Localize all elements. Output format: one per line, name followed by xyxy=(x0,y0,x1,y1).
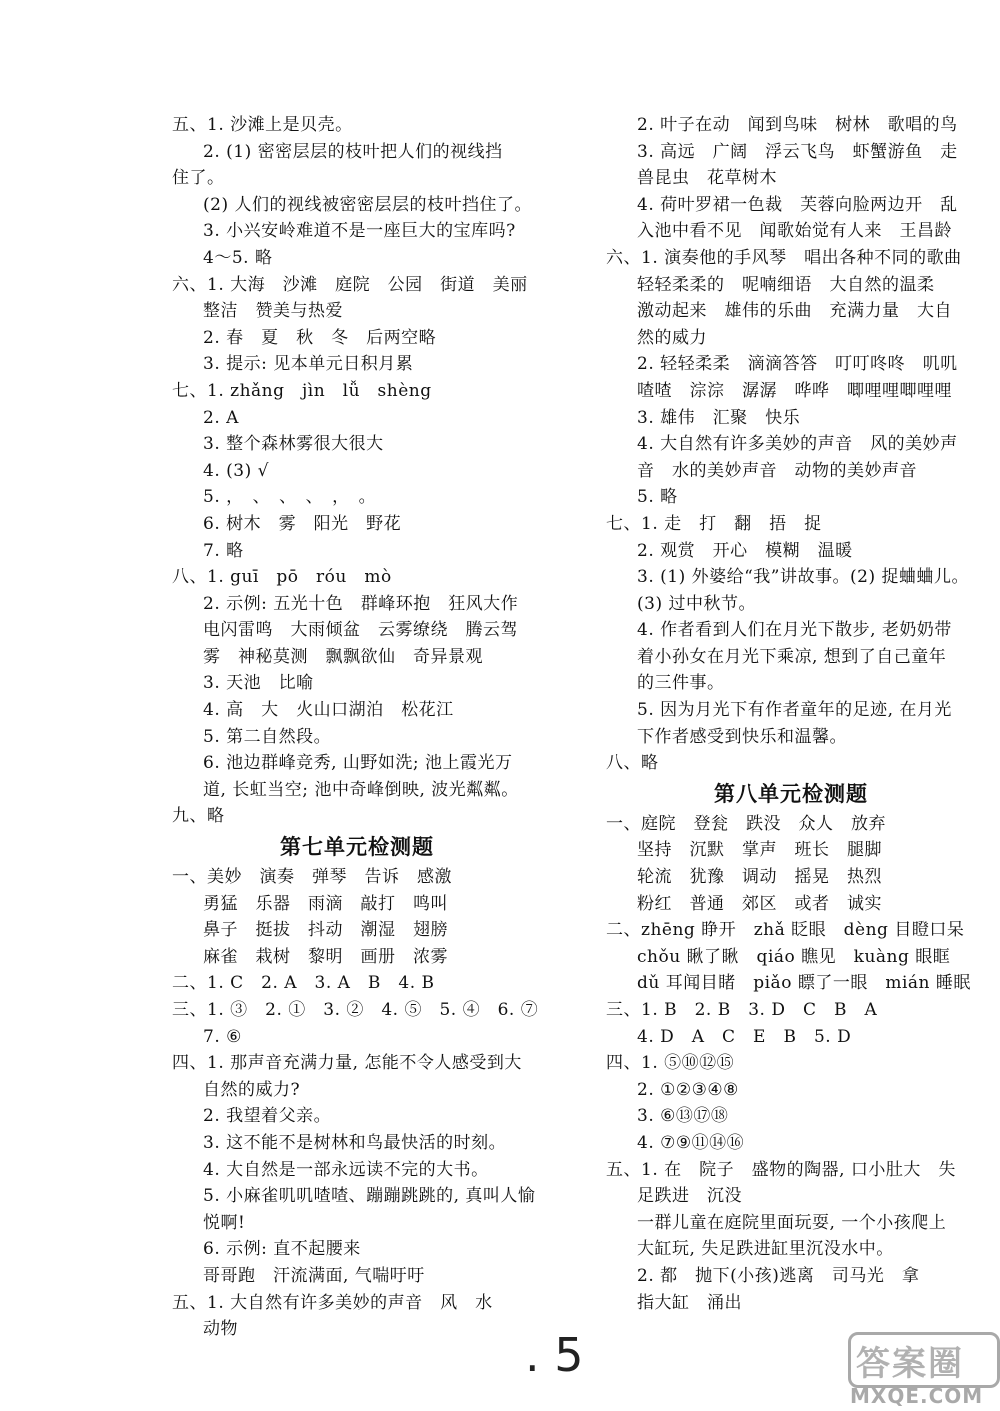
answer-line: 坚持 沉默 掌声 班长 腿脚 xyxy=(637,840,882,861)
answer-line: 自然的威力? xyxy=(203,1079,301,1100)
answer-line: 一、美妙 演奏 弹琴 告诉 感激 xyxy=(172,867,452,888)
answer-line: 音 水的美妙声音 动物的美妙声音 xyxy=(637,460,917,481)
answer-line: 麻雀 栽树 黎明 画册 浓雾 xyxy=(203,946,448,967)
answer-line: 四、1. ⑤⑩⑫⑮ xyxy=(606,1053,735,1074)
right-column xyxy=(606,112,976,1316)
answer-line: 勇猛 乐器 雨滴 敲打 鸣叫 xyxy=(203,893,448,914)
answer-line: 五、1. 大自然有许多美妙的声音 风 水 xyxy=(172,1292,493,1313)
answer-line: 2. 春 夏 秋 冬 后两空略 xyxy=(203,327,437,348)
section-title: 第七单元检测题 xyxy=(280,835,434,860)
answer-line: 六、1. 演奏他的手风琴 唱出各种不同的歌曲 xyxy=(606,247,962,268)
answer-line: 3. 高远 广阔 浮云飞鸟 虾蟹游鱼 走 xyxy=(637,141,958,162)
answer-line: 轮流 犹豫 调动 摇晃 热烈 xyxy=(637,867,882,888)
answer-line: 激动起来 雄伟的乐曲 充满力量 大自 xyxy=(637,301,952,322)
answer-line: (3) 过中秋节。 xyxy=(637,593,756,614)
answer-line: 一、庭院 登瓮 跌没 众人 放弃 xyxy=(606,813,886,834)
answer-line: 着小孙女在月光下乘凉, 想到了自己童年 xyxy=(637,646,947,667)
answer-line: 兽昆虫 花草树木 xyxy=(637,168,777,189)
answer-line: 2. ①②③④⑧ xyxy=(637,1079,739,1100)
answer-line: 3. 整个森林雾很大很大 xyxy=(203,434,384,455)
answer-line: 五、1. 在 院子 盛物的陶器, 口小肚大 失 xyxy=(606,1159,956,1180)
answer-line: 二、zhēng 睁开 zhǎ 眨眼 dèng 目瞪口呆 xyxy=(606,920,965,941)
answer-line: 5. ， 、 、 、 ， 。 xyxy=(203,487,377,508)
answer-line: 4. 高 大 火山口湖泊 松花江 xyxy=(203,700,454,721)
answer-line: 动物 xyxy=(203,1319,238,1340)
answer-line: 5. 小麻雀叽叽喳喳、蹦蹦跳跳的, 真叫人愉 xyxy=(203,1186,536,1207)
answer-line: 6. 树木 雾 阳光 野花 xyxy=(203,513,402,534)
answer-line: 七、1. 走 打 翻 捂 捉 xyxy=(606,513,822,534)
answer-line: 轻轻柔柔的 呢喃细语 大自然的温柔 xyxy=(637,274,935,295)
answer-line: 雾 神秘莫测 飘飘欲仙 奇异景观 xyxy=(203,646,483,667)
answer-line: 六、1. 大海 沙滩 庭院 公园 街道 美丽 xyxy=(172,274,528,295)
answer-line: 5. 第二自然段。 xyxy=(203,726,332,747)
answer-line: 4. 荷叶罗裙一色裁 芙蓉向脸两边开 乱 xyxy=(637,194,958,215)
answer-line: 5. 因为月光下有作者童年的足迹, 在月光 xyxy=(637,700,952,721)
answer-line: 四、1. 那声音充满力量, 怎能不令人感受到大 xyxy=(172,1053,522,1074)
answer-line: 五、1. 沙滩上是贝壳。 xyxy=(172,115,353,135)
answer-line: 3. (1) 外婆给“我”讲故事。(2) 捉蛐蛐儿。 xyxy=(637,567,969,588)
answer-line: 3. 提示: 见本单元日积月累 xyxy=(203,354,414,375)
answer-line: 2. A xyxy=(203,407,239,428)
answer-line: 七、1. zhǎng jìn lǚ shèng xyxy=(172,380,432,401)
answer-line: 4. 作者看到人们在月光下散步, 老奶奶带 xyxy=(637,620,952,641)
answer-line: 3. 这不能不是树林和鸟最快活的时刻。 xyxy=(203,1132,507,1153)
answer-line: 哥哥跑 汗流满面, 气喘吁吁 xyxy=(203,1265,425,1286)
answer-line: 一群儿童在庭院里面玩耍, 一个小孩爬上 xyxy=(637,1212,947,1233)
answer-line: 道, 长虹当空; 池中奇峰倒映, 波光粼粼。 xyxy=(203,779,519,800)
answer-line: 指大缸 涌出 xyxy=(637,1292,742,1313)
section-title: 第八单元检测题 xyxy=(714,781,868,806)
answer-line: 2. 示例: 五光十色 群峰环抱 狂风大作 xyxy=(203,593,519,614)
answer-line: 3. 天池 比喻 xyxy=(203,673,314,694)
left-column xyxy=(172,112,542,1343)
watermark xyxy=(848,1332,998,1410)
answer-line: 5. 略 xyxy=(637,487,678,508)
answer-line: 喳喳 淙淙 潺潺 哗哗 唧哩哩唧哩哩 xyxy=(637,380,952,401)
answer-line: 大缸玩, 失足跌进缸里沉没水中。 xyxy=(637,1239,894,1260)
answer-line: 二、1. C 2. A 3. A B 4. B xyxy=(172,973,435,994)
answer-line: 7. ⑥ xyxy=(203,1026,242,1047)
answer-line: dǔ 耳闻目睹 piǎo 瞟了一眼 mián 睡眠 xyxy=(637,973,971,994)
answer-line: 粉红 普通 郊区 或者 诚实 xyxy=(637,893,882,914)
page-number: . 5 xyxy=(525,1328,584,1382)
answer-line: 3. ⑥⑬⑰⑱ xyxy=(637,1106,729,1127)
answer-line: 4. (3) √ xyxy=(203,460,269,481)
answer-line: 3. 小兴安岭难道不是一座巨大的宝库吗? xyxy=(203,221,516,242)
answer-line: 九、略 xyxy=(172,806,225,827)
answer-line: (2) 人们的视线被密密层层的枝叶挡住了。 xyxy=(203,194,532,215)
watermark-logo: 答案圈 xyxy=(856,1344,964,1384)
answer-line: 2. 观赏 开心 模糊 温暖 xyxy=(637,540,853,561)
answer-line: 3. 雄伟 汇聚 快乐 xyxy=(637,407,801,428)
answer-line: 入池中看不见 闻歌始觉有人来 王昌龄 xyxy=(637,221,952,242)
answer-line: 下作者感受到快乐和温馨。 xyxy=(637,726,847,747)
answer-line: 然的威力 xyxy=(637,327,707,348)
answer-line: 4～5. 略 xyxy=(203,247,273,268)
answer-line: chǒu 瞅了瞅 qiáo 瞧见 kuàng 眼眶 xyxy=(637,946,951,967)
answer-line: 7. 略 xyxy=(203,540,244,561)
answer-line: 八、1. guī pō róu mò xyxy=(172,567,392,588)
answer-line: 鼻子 挺拔 抖动 潮湿 翅膀 xyxy=(203,920,448,941)
watermark-url: MXQE.COM xyxy=(850,1384,984,1408)
answer-line: 2. 我望着父亲。 xyxy=(203,1106,332,1127)
answer-line: 八、略 xyxy=(606,753,659,774)
answer-line: 4. 大自然是一部永远读不完的大书。 xyxy=(203,1159,489,1180)
answer-line: 电闪雷鸣 大雨倾盆 云雾缭绕 腾云驾 xyxy=(203,620,518,641)
answer-line: 的三件事。 xyxy=(637,673,725,694)
answer-line: 4. 大自然有许多美妙的声音 风的美妙声 xyxy=(637,434,958,455)
answer-line: 2. 叶子在动 闻到鸟味 树林 歌唱的鸟 xyxy=(637,115,958,135)
answer-line: 2. (1) 密密层层的枝叶把人们的视线挡 xyxy=(203,141,503,162)
answer-line: 6. 示例: 直不起腰来 xyxy=(203,1239,361,1260)
answer-line: 6. 池边群峰竞秀, 山野如洗; 池上霞光万 xyxy=(203,753,513,774)
answer-line: 足跌进 沉没 xyxy=(637,1186,742,1207)
answer-line: 4. ⑦⑨⑪⑭⑯ xyxy=(637,1132,745,1153)
answer-line: 4. D A C E B 5. D xyxy=(637,1026,852,1047)
answer-line: 悦啊! xyxy=(203,1212,246,1233)
answer-line: 三、1. B 2. B 3. D C B A xyxy=(606,1000,878,1020)
answer-line: 整洁 赞美与热爱 xyxy=(203,301,343,322)
answer-line: 三、1. ③ 2. ① 3. ② 4. ⑤ 5. ④ 6. ⑦ xyxy=(172,1000,539,1020)
answer-line: 2. 轻轻柔柔 滴滴答答 叮叮咚咚 叽叽 xyxy=(637,354,958,375)
answer-line: 住了。 xyxy=(172,168,225,189)
answer-line: 2. 都 抛下(小孩)逃离 司马光 拿 xyxy=(637,1265,920,1286)
